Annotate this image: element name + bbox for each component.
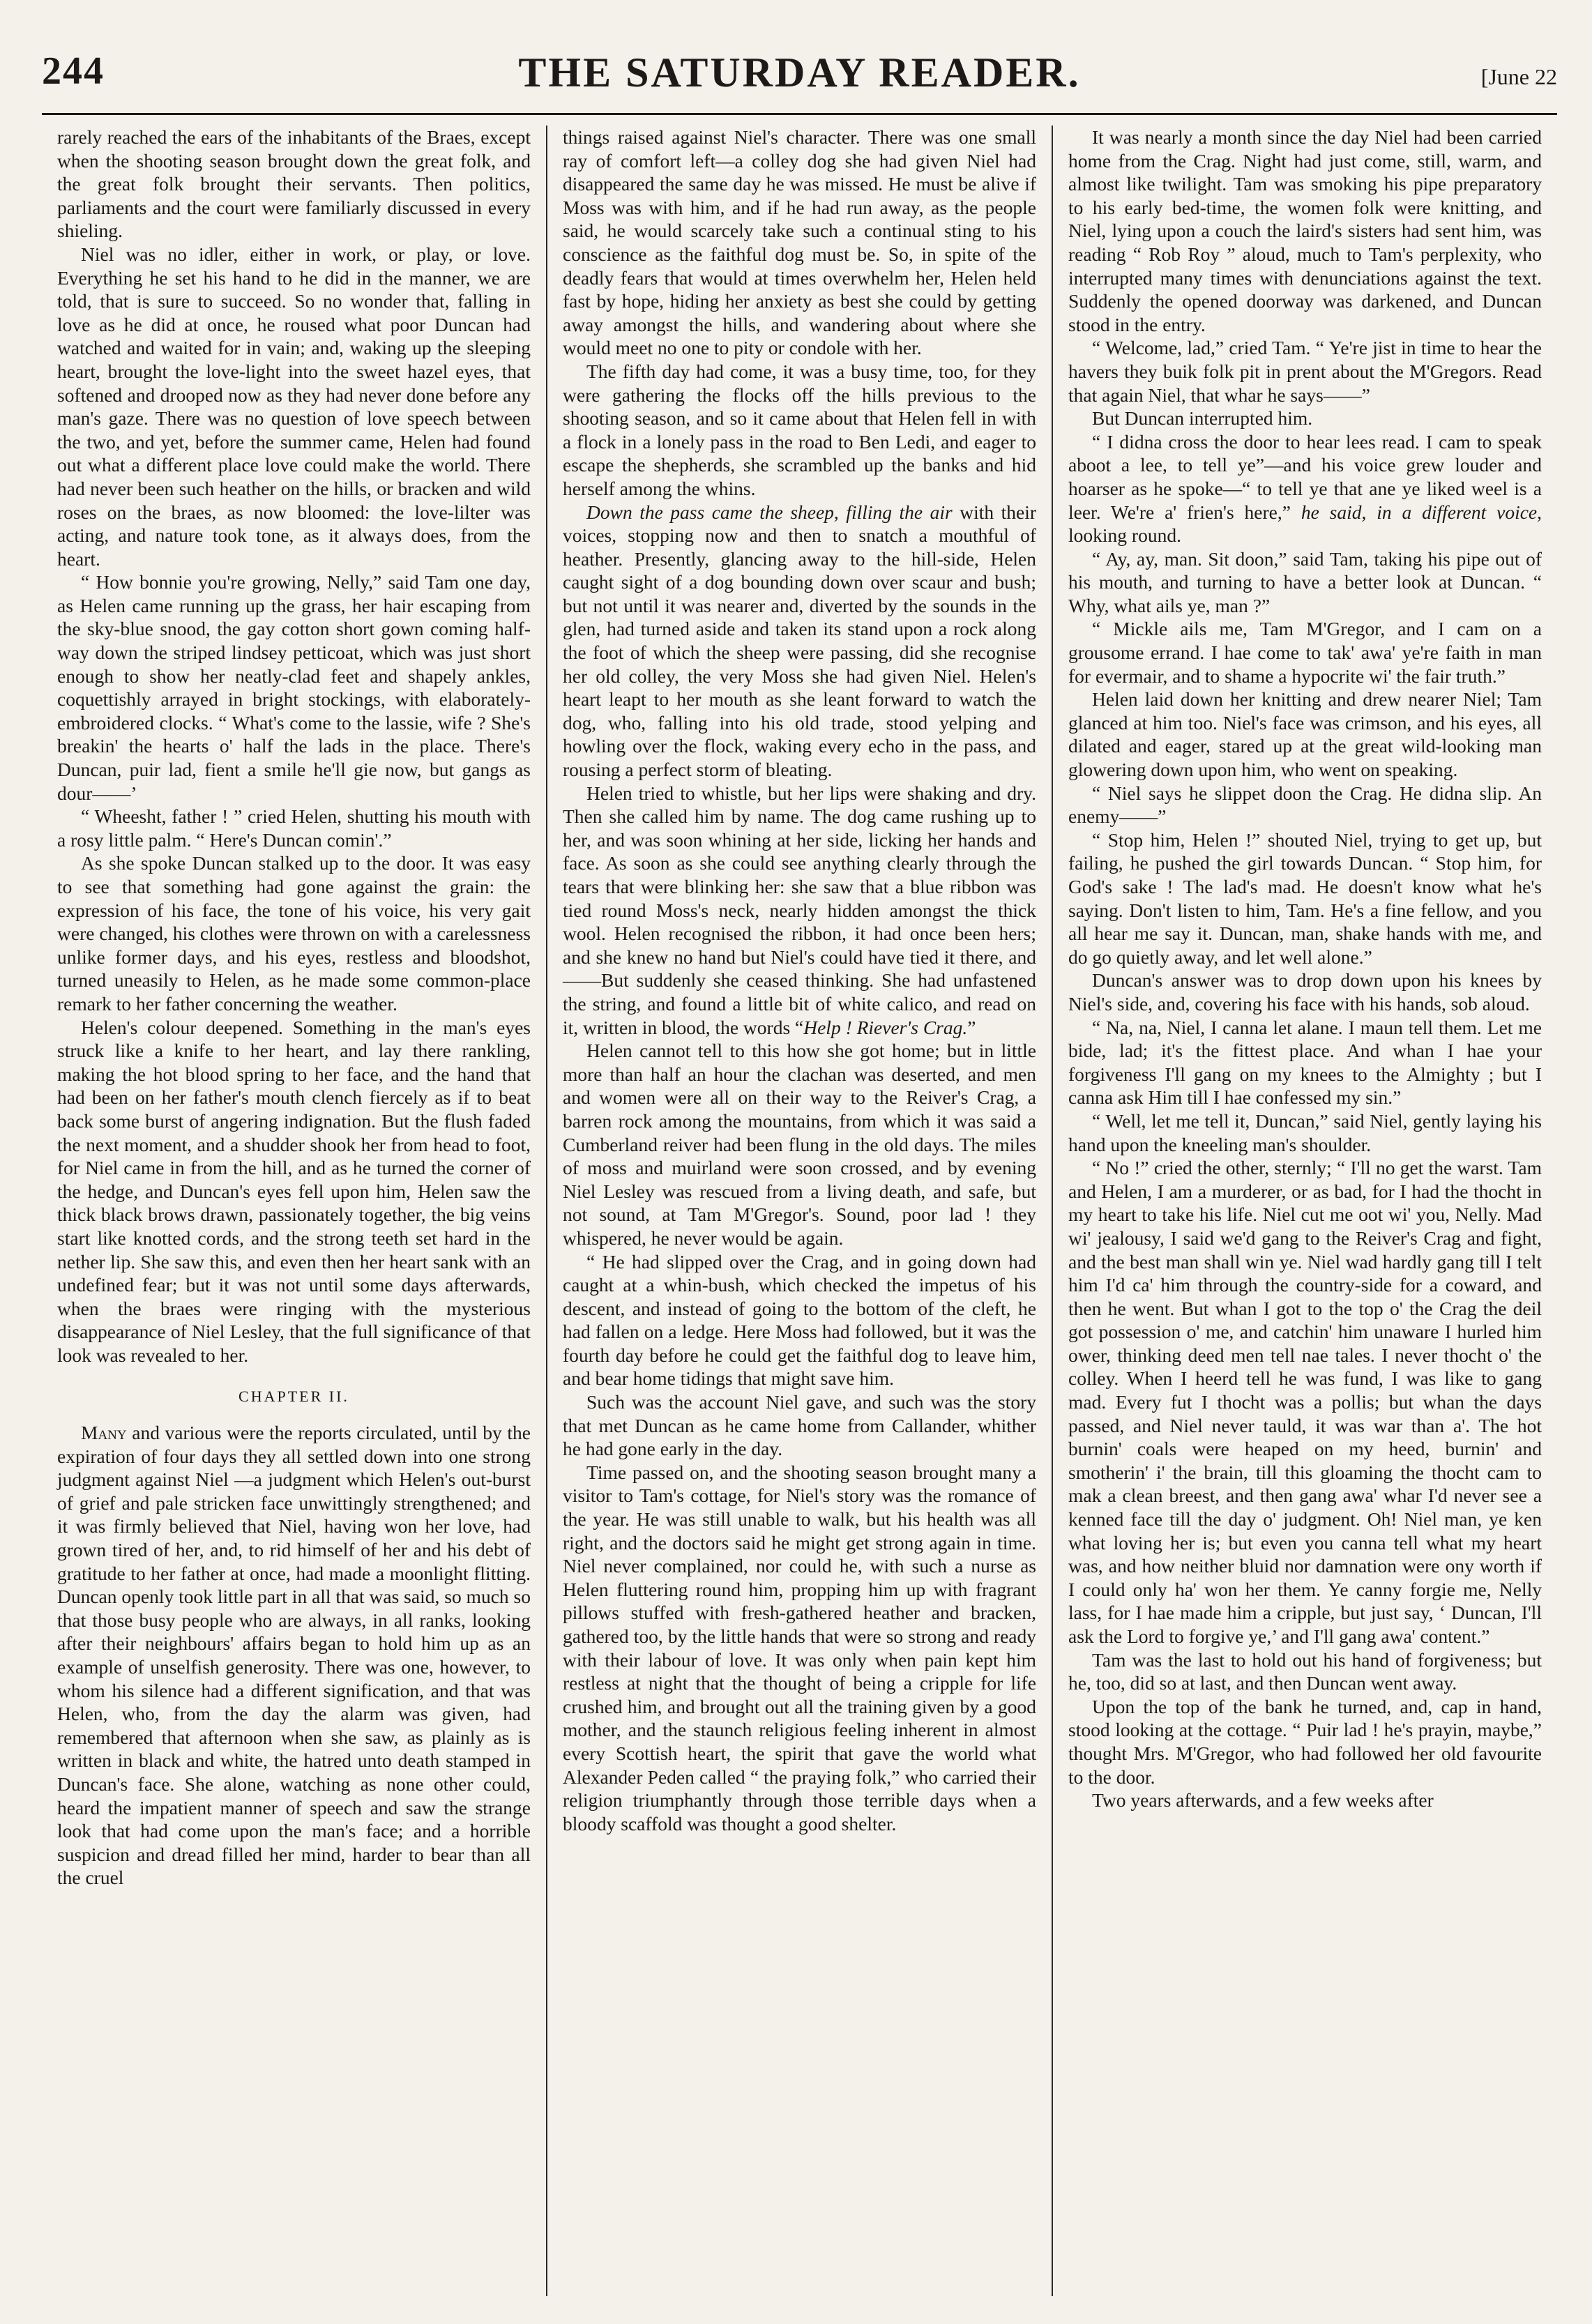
paragraph: “ Niel says he slippet doon the Crag. He didna slip. An enemy——”: [1068, 782, 1542, 828]
paragraph: Time passed on, and the shooting season brought many a visitor to Tam's cottage, for Niel's story was the romance of the year. He was still unable to walk, but his health was all right, and the doctors said he might get strong again in time. Niel never complained, nor could he, with such a nurse as Helen fluttering round him, propping him up with fragrant pillows stuffed with fresh-gathered heather and bracken, gathered too, by the little hands that were so strong and ready with their labour of love. It was only when pain kept him restless at night that the thought of being a cripple for life crushed him, and brought out all the training given by a good mother, and the staunch religious feeling inherent in almost every Scottish heart, the spirit that gave the world what Alexander Peden called “ the praying folk,” who carried their religion triumphantly through those terrible days when a bloody scaffold was thought a good shelter.: [563, 1461, 1036, 1835]
paragraph: rarely reached the ears of the inhabitants of the Braes, except when the shooting season brought down the great folk, and the great folk brought their servants. Then politics, parliaments and the court were familiarly discussed in every shieling.: [57, 126, 531, 242]
paragraph: things raised against Niel's character. There was one small ray of comfort left—a colley dog she had given Niel had disappeared the same day he was missed. He must be alive if Moss was with him, and if he had run away, as the people said, he would scarcely take such a continual sting to his conscience as the faithful dog must be. So, in spite of the deadly fears that would at times overwhelm her, Helen held fast by hope, hiding her anxiety as best she could by getting away amongst the hills, and wandering about where she would meet no one to pity or condole with her.: [563, 126, 1036, 359]
paragraph: Two years afterwards, and a few weeks after: [1092, 1789, 1434, 1812]
paragraph: Tam was the last to hold out his hand of forgiveness; but he, too, did so at last, and then Duncan went away.: [1068, 1648, 1542, 1694]
italic-text: he said, in a different voice,: [1301, 501, 1542, 523]
page-header: [42, 49, 1557, 112]
italic-text: Help ! Riever's Crag.: [803, 1016, 968, 1038]
paragraph: [563, 501, 1036, 782]
paragraph: “ Well, let me tell it, Duncan,” said Niel, gently laying his hand upon the kneeling man's shoulder.: [1068, 1109, 1542, 1155]
paragraph: Such was the account Niel gave, and such was the story that met Duncan as he came home from Callander, whither he had gone early in the day.: [563, 1391, 1036, 1460]
paragraph: “ Welcome, lad,” cried Tam. “ Ye're jist in time to hear the havers they buik folk pit in prent about the M'Gregors. Read that again Niel, that whar he says——”: [1068, 337, 1542, 406]
paragraph: “ Wheesht, father ! ” cried Helen, shutting his mouth with a rosy little palm. “ Here's Duncan comin'.”: [57, 805, 531, 851]
paragraph: Helen cannot tell to this how she got home; but in little more than half an hour the clachan was deserted, and men and women were all on their way to the Reiver's Crag, a barren rock among the mountains, from which it was said a Cumberland reiver had been flung in the old days. The miles of moss and muirland were soon crossed, and by evening Niel Lesley was rescued from a living death, and safe, but not sound, at Tam M'Gregor's. Sound, poor lad ! they whispered, he never would be again.: [563, 1040, 1036, 1249]
column-1: [42, 126, 546, 2296]
paragraph: It was nearly a month since the day Niel had been carried home from the Crag. Night had just come, still, warm, and almost like twilight. Tam was smoking his pipe preparatory to his early bed-time, the women folk were knitting, and Niel, lying upon a couch the laird's sisters had sent him, was reading “ Rob Roy ” aloud, much to Tam's perplexity, who interrupted many times with denunciations against the text. Suddenly the opened doorway was darkened, and Duncan stood in the entry.: [1068, 126, 1542, 335]
column-3: [1052, 126, 1557, 2296]
paragraph: [1068, 430, 1542, 547]
paragraph-text: looking round.: [1068, 524, 1181, 547]
header-rule: [42, 113, 1557, 115]
paragraph: Upon the top of the bank he turned, and, cap in hand, stood looking at the cottage. “ Puir lad ! he's prayin, maybe,” thought Mrs. M'Gregor, who had followed her old favourite to the door.: [1068, 1695, 1542, 1788]
paragraph: The fifth day had come, it was a busy time, too, for they were gathering the flocks off the hills previous to the shooting season, and so it came about that Helen fell in with a flock in a lonely pass in the road to Ben Ledi, and eager to escape the shepherds, she scrambled up the banks and hid herself among the whins.: [563, 360, 1036, 499]
chapter-heading: CHAPTER II.: [238, 1388, 349, 1406]
italic-text: Down the pass came the sheep, filling the air: [586, 501, 953, 523]
paragraph: Duncan's answer was to drop down upon his knees by Niel's side, and, covering his face with his hands, sob aloud.: [1068, 969, 1542, 1015]
paragraph: “ Mickle ails me, Tam M'Gregor, and I cam on a grousome errand. I hae come to tak' awa' ye're faith in man for evermair, and to shame a hypocrite wi' the fair truth.”: [1068, 618, 1542, 687]
paragraph-text: “ I didna cross the door to hear lees read. I cam to speak aboot a lee, to tell ye”—and his voice grew louder and hoarser as he spoke—“ to tell ye that ane ye liked weel is a leer. We're a' frien's here,”: [1068, 430, 1542, 523]
paragraph: “ How bonnie you're growing, Nelly,” said Tam one day, as Helen came running up the grass, her hair escaping from the sky-blue snood, the gay cotton short gown coming half-way down the striped lindsey petticoat, which was just short enough to show her neatly-clad feet and shapely ankles, coquettishly arrayed in bright stockings, with elaborately-embroidered clocks. “ What's come to the lassie, wife ? She's breakin' the hearts o' half the lads in the place. There's Duncan, puir lad, fient a smile he'll gie now, but gangs as dour——’: [57, 571, 531, 804]
article-columns: [42, 126, 1557, 2296]
paragraph: [563, 782, 1036, 1040]
issue-date: [June 22: [1480, 64, 1557, 89]
paragraph-text: ”: [967, 1016, 976, 1038]
paragraph: Niel was no idler, either in work, or play, or love. Everything he set his hand to he did in the manner, we are told, that is sure to succeed. So no wonder that, falling in love as he did at once, he roused what poor Duncan had watched and waited for in vain; and, waking up the sleeping heart, brought the love-light into the sweet hazel eyes, that softened and drooped now as they had never done before any man's gaze. There was no question of love speech between the two, and yet, before the summer came, Helen had found out what a different place love could make the world. There had never been such heather on the hills, or bracken and wild roses on the braes, as now bloomed: the love-lilter was acting, and nature took tone, as it always does, from the heart.: [57, 243, 531, 570]
paragraph: “ No !” cried the other, sternly; “ I'll no get the warst. Tam and Helen, I am a murderer, or as bad, for I had the thocht in my heart to take his life. Niel cut me oot wi' you, Nelly. Mad wi' jealousy, I said we'd gang to the Reiver's Crag and fight, and the best man shall win ye. Niel wad hardly gang till I telt him I'd ca' him through the country-side for a coward, and then he went. But whan I got to the top o' the Crag the deil got possession o' me, and catchin' him unaware I hurled him ower, thinking deed men tell nae tales. I never thocht o' the colley. When I heerd tell he was fund, I was like to gang mad. Every fut I thocht was a pollis; but whan the days passed, and Niel never tauld, it was war than a'. The hot burnin' coals were heaped on my heed, burnin' and smotherin' i' the brain, till this gloaming the thocht cam to mak a clean breest, and then gang awa' whar I'd never see a kenned face till the day o' judgment. Oh! Niel man, ye ken what loving her is; but even you canna tell what my heart was, and how neither bluid nor damnation were ony worth if I could only ha' won her them. Ye canny forgie me, Nelly lass, for I hae made him a cripple, but just say, ‘ Duncan, I'll ask the Lord to forgive ye,’ and I'll gang awa' content.”: [1068, 1157, 1542, 1647]
paragraph: Helen's colour deepened. Something in the man's eyes struck like a knife to her heart, and lay there rankling, making the hot blood spring to her face, and the hand that had been on her father's mouth clench fiercely as if to beat back some burst of angering indignation. But the flush faded the next moment, and a shudder shook her from head to foot, for Niel came in from the hill, and as he turned the corner of the hedge, and Duncan's eyes fell upon him, Helen saw the thick black brows drawn, passionately together, the big veins start like knotted cords, and the strong teeth set hard in the nether lip. She saw this, and even then her heart sank with an undefined fear; but it was not until some days afterwards, when the braes were ringing with the mysterious disappearance of Niel Lesley, that the full significance of that look was revealed to her.: [57, 1016, 531, 1366]
paragraph: As she spoke Duncan stalked up to the door. It was easy to see that something had gone against the grain: the expression of his face, the tone of his voice, his very gait were changed, his clothes were thrown on with a carelessness unlike former days, and his eyes, restless and bloodshot, turned uneasily to Helen, as he made some common-place remark to her father concerning the weather.: [57, 852, 531, 1015]
page-number: 244: [42, 50, 105, 93]
lead-word: Many: [81, 1422, 127, 1444]
paragraph: [57, 1421, 531, 1890]
column-2: [546, 126, 1052, 2296]
publication-title: THE SATURDAY READER.: [518, 50, 1081, 96]
paragraph-text: and various were the reports circulated, until by the expiration of four days they all settled down into one strong judgment against Niel —a judgment which Helen's out-burst of grief and pale stricken face unwittingly strengthened; and it was firmly believed that Niel, having won her love, had grown tired of her, and, to rid himself of her and his debt of gratitude to her father at once, had made a moonlight flitting. Duncan openly took little part in all that was said, so much so that those busy people who are always, in all ranks, looking after their neighbours' affairs began to hold him up as an example of unselfish generosity. There was one, however, to whom his silence had a different signification, and that was Helen, who, from the day the alarm was given, had remembered that afternoon when she saw, as plainly as is written in black and white, the hatred unto death stamped in Duncan's face. She alone, watching as none other could, heard the impatient manner of speech and saw the strange look that had come upon the man's face; and a horrible suspicion and dread filled her mind, harder to bear than all the cruel: [57, 1422, 531, 1889]
paragraph: “ He had slipped over the Crag, and in going down had caught at a whin-bush, which checked the impetus of his descent, and instead of going to the bottom of the cleft, he had fallen on a ledge. Here Moss had followed, but it was the fourth day before he could get the faithful dog to leave him, and bear home tidings that might save him.: [563, 1250, 1036, 1390]
paragraph: But Duncan interrupted him.: [1092, 407, 1313, 430]
paragraph: “ Ay, ay, man. Sit doon,” said Tam, taking his pipe out of his mouth, and turning to have a better look at Duncan. “ Why, what ails ye, man ?”: [1068, 547, 1542, 616]
paragraph: “ Stop him, Helen !” shouted Niel, trying to get up, but failing, he pushed the girl towards Duncan. “ Stop him, for God's sake ! The lad's mad. He doesn't know what he's saying. Don't listen to him, Tam. He's a fine fellow, and you all hear me say it. Duncan, man, shake hands with me, and do go quietly away, and let well alone.”: [1068, 828, 1542, 968]
paragraph: Helen laid down her knitting and drew nearer Niel; Tam glanced at him too. Niel's face was crimson, and his eyes, all dilated and eager, stared up at the great wild-looking man glowering down upon him, who went on speaking.: [1068, 688, 1542, 781]
paragraph: “ Na, na, Niel, I canna let alane. I maun tell them. Let me bide, lad; it's the fittest place. And whan I hae your forgiveness I'll gang on my knees to the Almighty ; but I canna ask Him till I hae confessed my sin.”: [1068, 1016, 1542, 1109]
paragraph-text: with their voices, stopping now and then to snatch a mouthful of heather. Presently, glancing away to the hill-side, Helen caught sight of a dog bounding down over scaur and bush; but not until it was nearer and, diverted by the sounds in the glen, had turned aside and taken its stand upon a rock along the foot of which the sheep were passing, did she recognise her old colley, the very Moss she had given Niel. Helen's heart leapt to her mouth as she leant forward to watch the dog, who, falling into his old trade, stood yelping and howling over the flock, waking every echo in the pass, and rousing a perfect storm of bleating.: [563, 501, 1036, 781]
paragraph-text: Helen tried to whistle, but her lips were shaking and dry. Then she called him by name. The dog came rushing up to her, and was soon whining at her side, licking her hands and face. As soon as she could see anything clearly through the tears that were blinking her: she saw that a blue ribbon was tied round Moss's neck, nearly hidden amongst the thick wool. Helen recognised the ribbon, it had once been hers; and she knew no hand but Niel's could have tied it there, and——But suddenly she ceased thinking. She had unfastened the string, and found a little bit of white calico, and read on it, written in blood, the words “: [563, 782, 1036, 1038]
